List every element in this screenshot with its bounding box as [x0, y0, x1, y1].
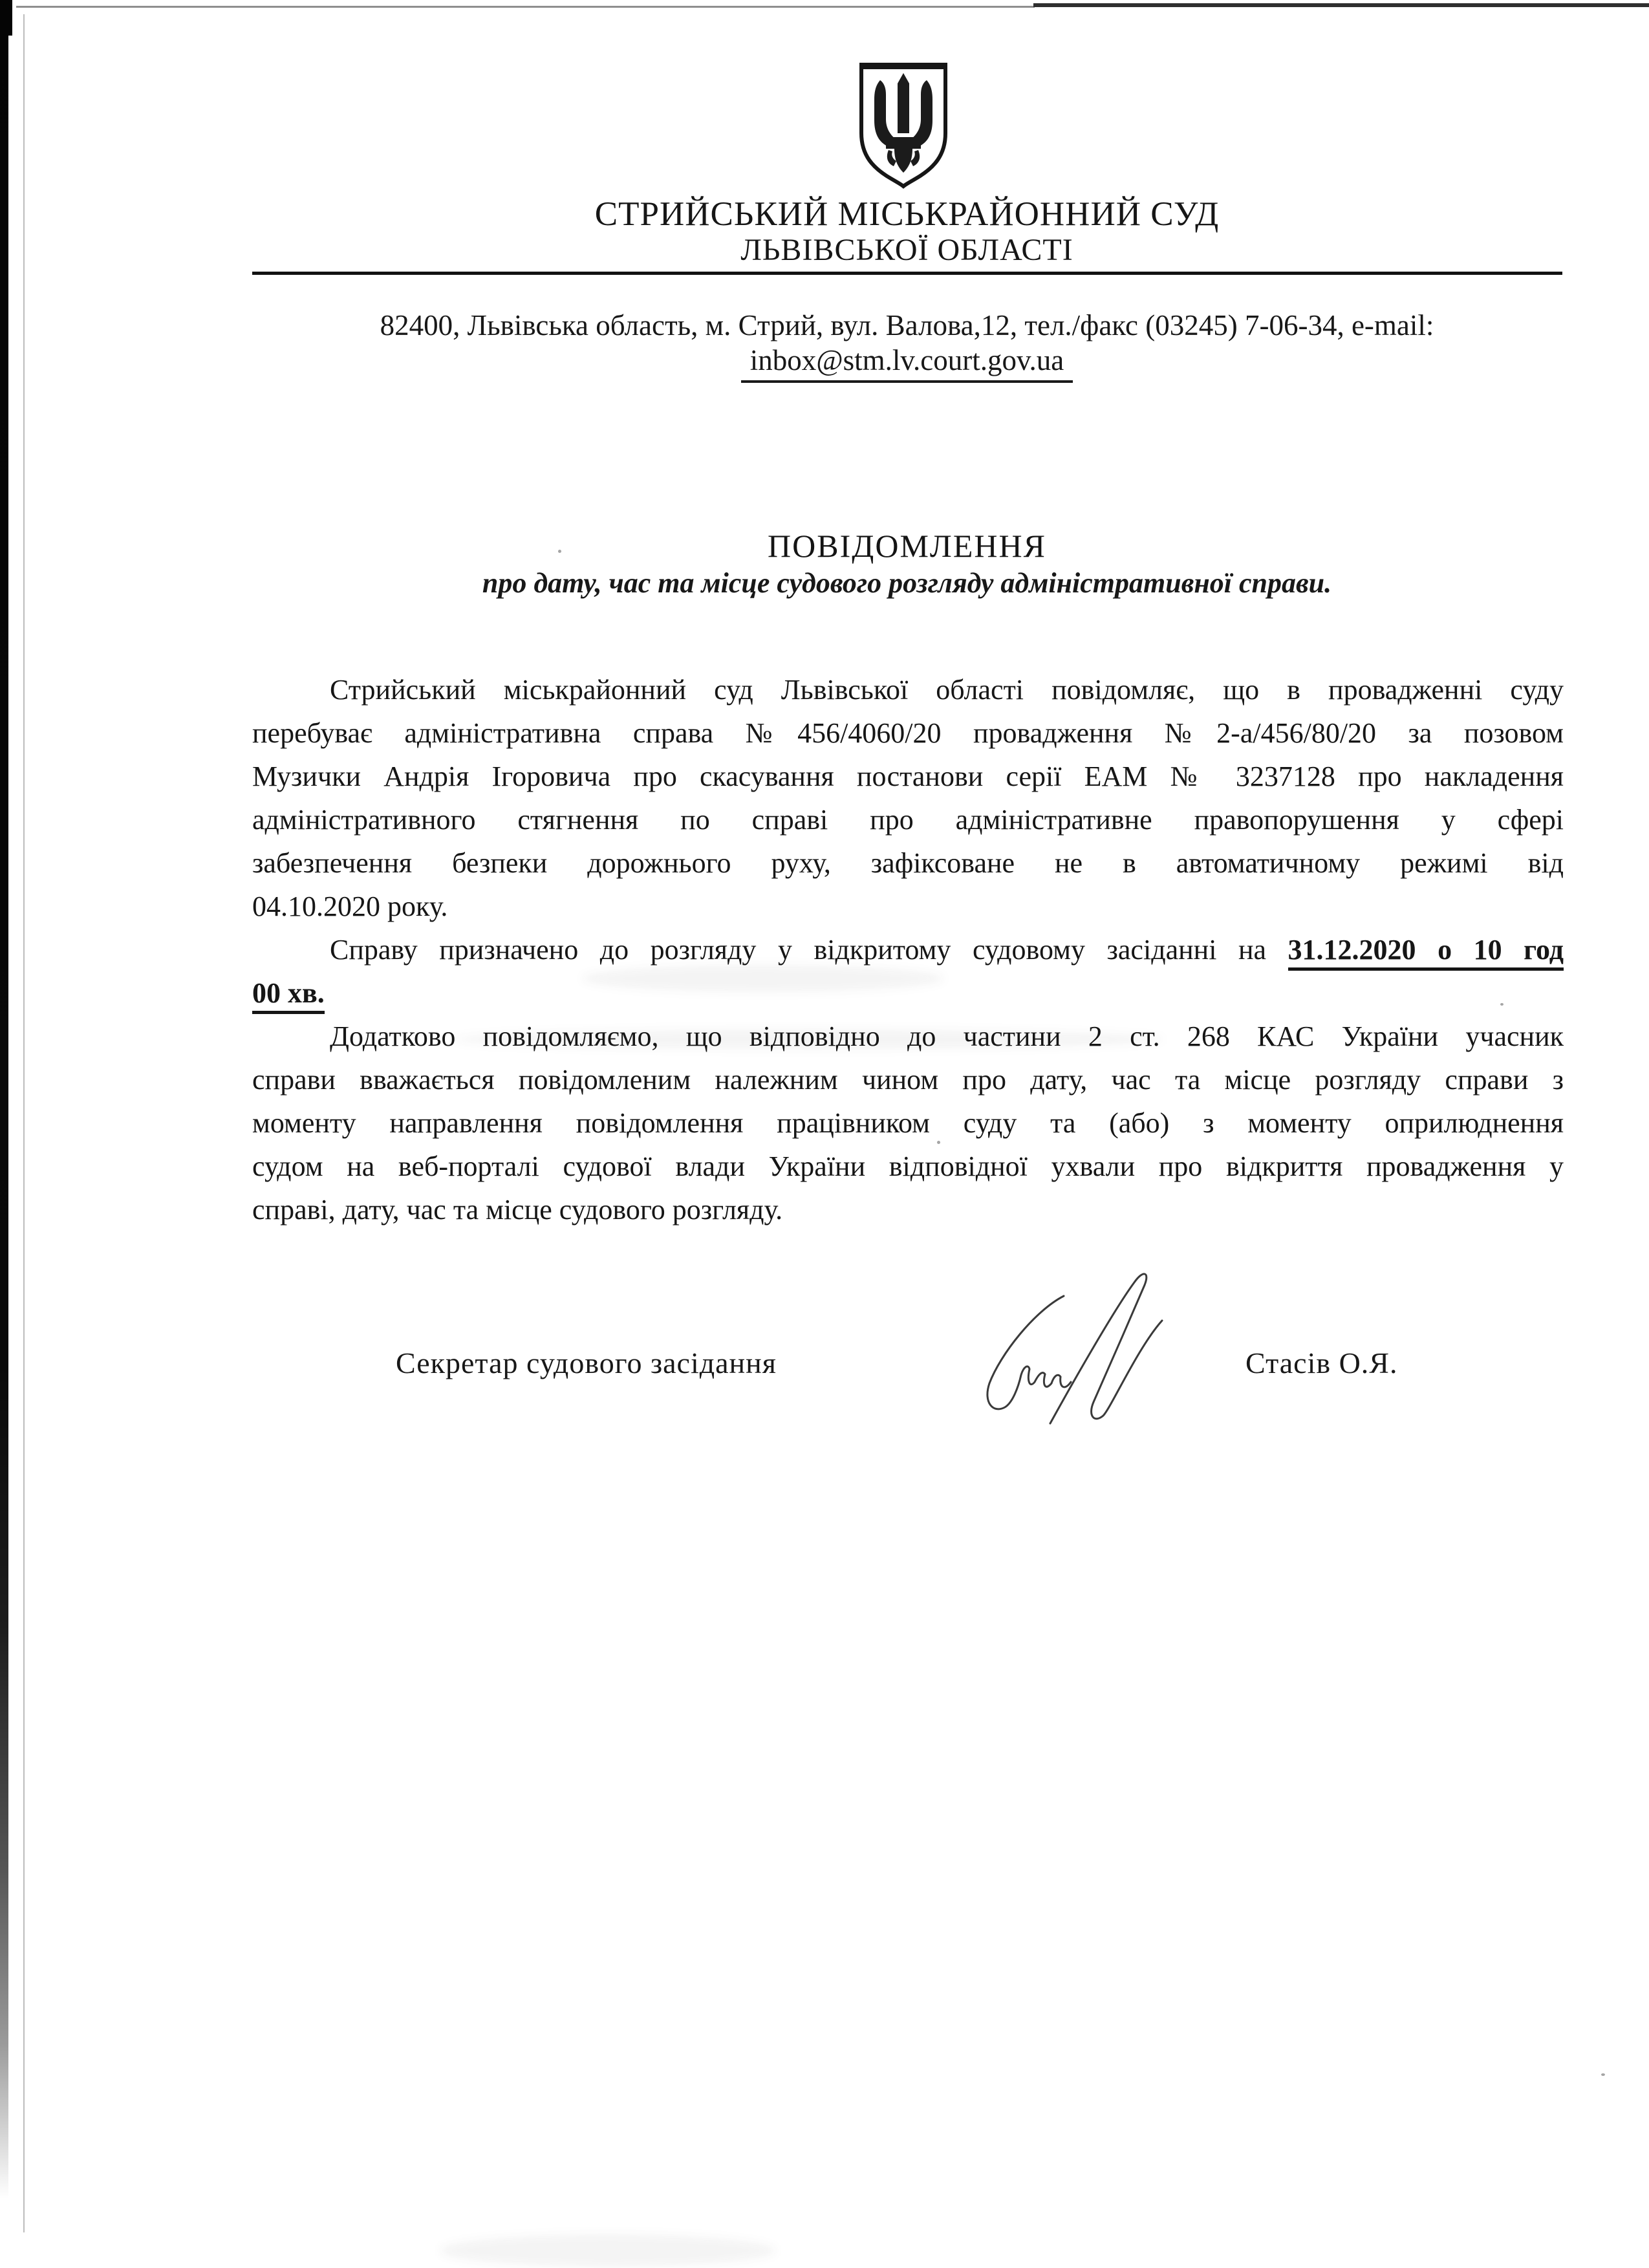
hearing-date-emphasis: 31.12.2020 о 10 год	[1288, 934, 1564, 971]
court-address: 82400, Львівська область, м. Стрий, вул. Валова,12, тел./факс (03245) 7-06-34, e-mail:	[380, 309, 1434, 341]
scan-top-line-artifact	[1033, 3, 1649, 7]
body-line: справі, дату, час та місце судового розгляду.	[252, 1194, 783, 1226]
court-name: СТРИЙСЬКИЙ МІСЬКРАЙОННИЙ СУД	[594, 195, 1220, 233]
body-line-hearing-time	[252, 971, 1564, 1015]
header-divider-rule	[252, 272, 1562, 275]
email-text: inbox@stm.lv.court.gov.ua	[741, 344, 1073, 383]
body-line: Стрийський міськрайонний суд Львівської області повідомляє, що в провадженні суду	[330, 674, 1564, 706]
scan-corner-artifact	[0, 0, 12, 36]
signer-name: Стасів О.Я.	[1245, 1346, 1398, 1379]
body-line: забезпечення безпеки дорожнього руху, зафіксоване не в автоматичному режимі від	[252, 847, 1564, 879]
court-region: ЛЬВІВСЬКОЇ ОБЛАСТІ	[740, 233, 1073, 267]
handwritten-signature-icon	[973, 1262, 1167, 1434]
scan-top-line-artifact	[16, 6, 1035, 8]
notice-title: ПОВІДОМЛЕННЯ	[768, 528, 1046, 564]
body-line: судом на веб-порталі судової влади України відповідної ухвали про відкриття провадження у	[252, 1150, 1564, 1182]
body-line: перебуває адміністративна справа №456/4060/20 провадження №2-а/456/80/20 за позовом	[252, 717, 1564, 749]
hearing-time-emphasis: 00 хв.	[252, 977, 325, 1014]
body-line: 04.10.2020 року.	[252, 891, 448, 922]
scan-left-edge-artifact	[0, 0, 8, 2199]
body-line: справи вважається повідомленим належним чином про дату, час та місце розгляду справи з	[252, 1064, 1564, 1096]
body-line-hearing	[252, 928, 1564, 971]
scan-smudge	[440, 2234, 776, 2267]
body-line: моменту направлення повідомлення працівником суду та (або) з моменту оприлюднення	[252, 1107, 1564, 1139]
court-email	[252, 343, 1562, 378]
notice-subtitle: про дату, час та місце судового розгляду адміністративної справи.	[482, 567, 1332, 599]
body-line: адміністративного стягнення по справі про адміністративне правопорушення у сфері	[252, 804, 1564, 836]
hearing-line-prefix: Справу призначено до розгляду у відкритому судовому засіданні на	[330, 934, 1288, 966]
ukraine-trident-emblem-icon	[857, 60, 950, 190]
signature-role-label: Секретар судового засідання	[396, 1346, 777, 1379]
body-line: Музички Андрія Ігоровича про скасування постанови серії ЕАМ № 3237128 про накладення	[252, 761, 1564, 792]
notice-body	[252, 668, 1564, 1231]
paper-edge-shadow	[23, 14, 25, 2232]
scan-speck	[1601, 2073, 1605, 2076]
body-line: Додатково повідомляємо, що відповідно до частини 2 ст. 268 КАС України учасник	[330, 1021, 1564, 1052]
